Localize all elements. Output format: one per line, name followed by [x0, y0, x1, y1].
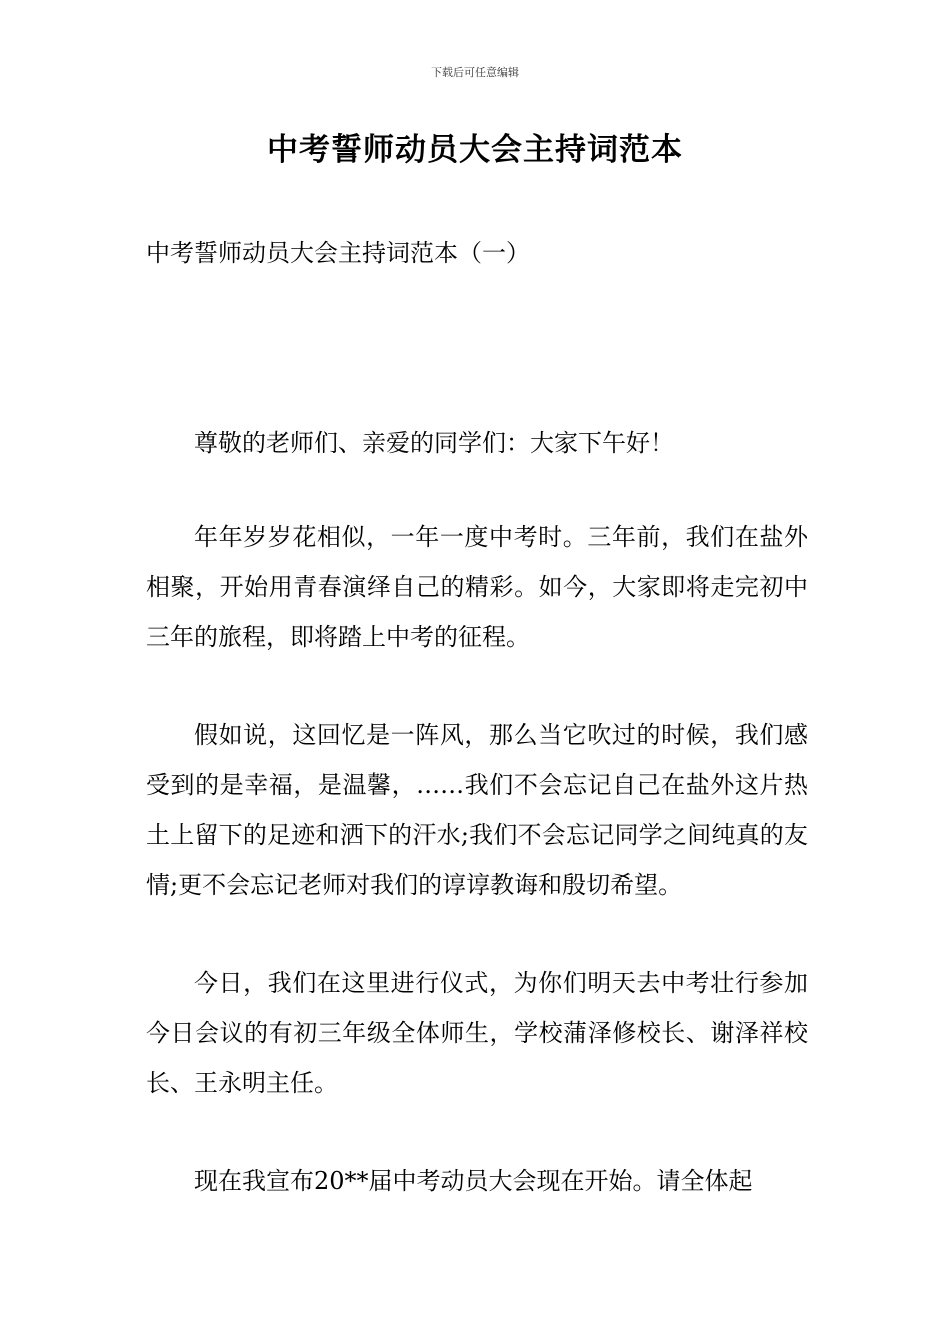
paragraph-announcement: 现在我宣布20**届中考动员大会现在开始。请全体起: [194, 1167, 753, 1195]
document-title: 中考誓师动员大会主持词范本: [267, 132, 683, 168]
paragraph-greeting: 尊敬的老师们、亲爱的同学们：大家下午好！: [194, 429, 674, 457]
header-note: 下载后可任意编辑: [431, 66, 519, 79]
paragraph-memories: 假如说，这回忆是一阵风，那么当它吹过的时候，我们感受到的是幸福，是温馨，……我们不会忘记自己在盐外这片热土上留下的足迹和洒下的汗水;我们不会忘记同学之间纯真的友情;更不会忘记老师对我们的谆谆教诲和殷切希望。: [146, 721, 808, 899]
paragraph-attendees: 今日，我们在这里进行仪式，为你们明天去中考壮行参加今日会议的有初三年级全体师生，学校蒲泽修校长、谢泽祥校长、王永明主任。: [146, 969, 808, 1097]
paragraph-opening: 年年岁岁花相似，一年一度中考时。三年前，我们在盐外相聚，开始用青春演绎自己的精彩。如今，大家即将走完初中三年的旅程，即将踏上中考的征程。: [146, 523, 808, 651]
document-body: [146, 228, 808, 1254]
blank-space: [146, 278, 808, 418]
section-subtitle: 中考誓师动员大会主持词范本（一）: [146, 239, 530, 267]
